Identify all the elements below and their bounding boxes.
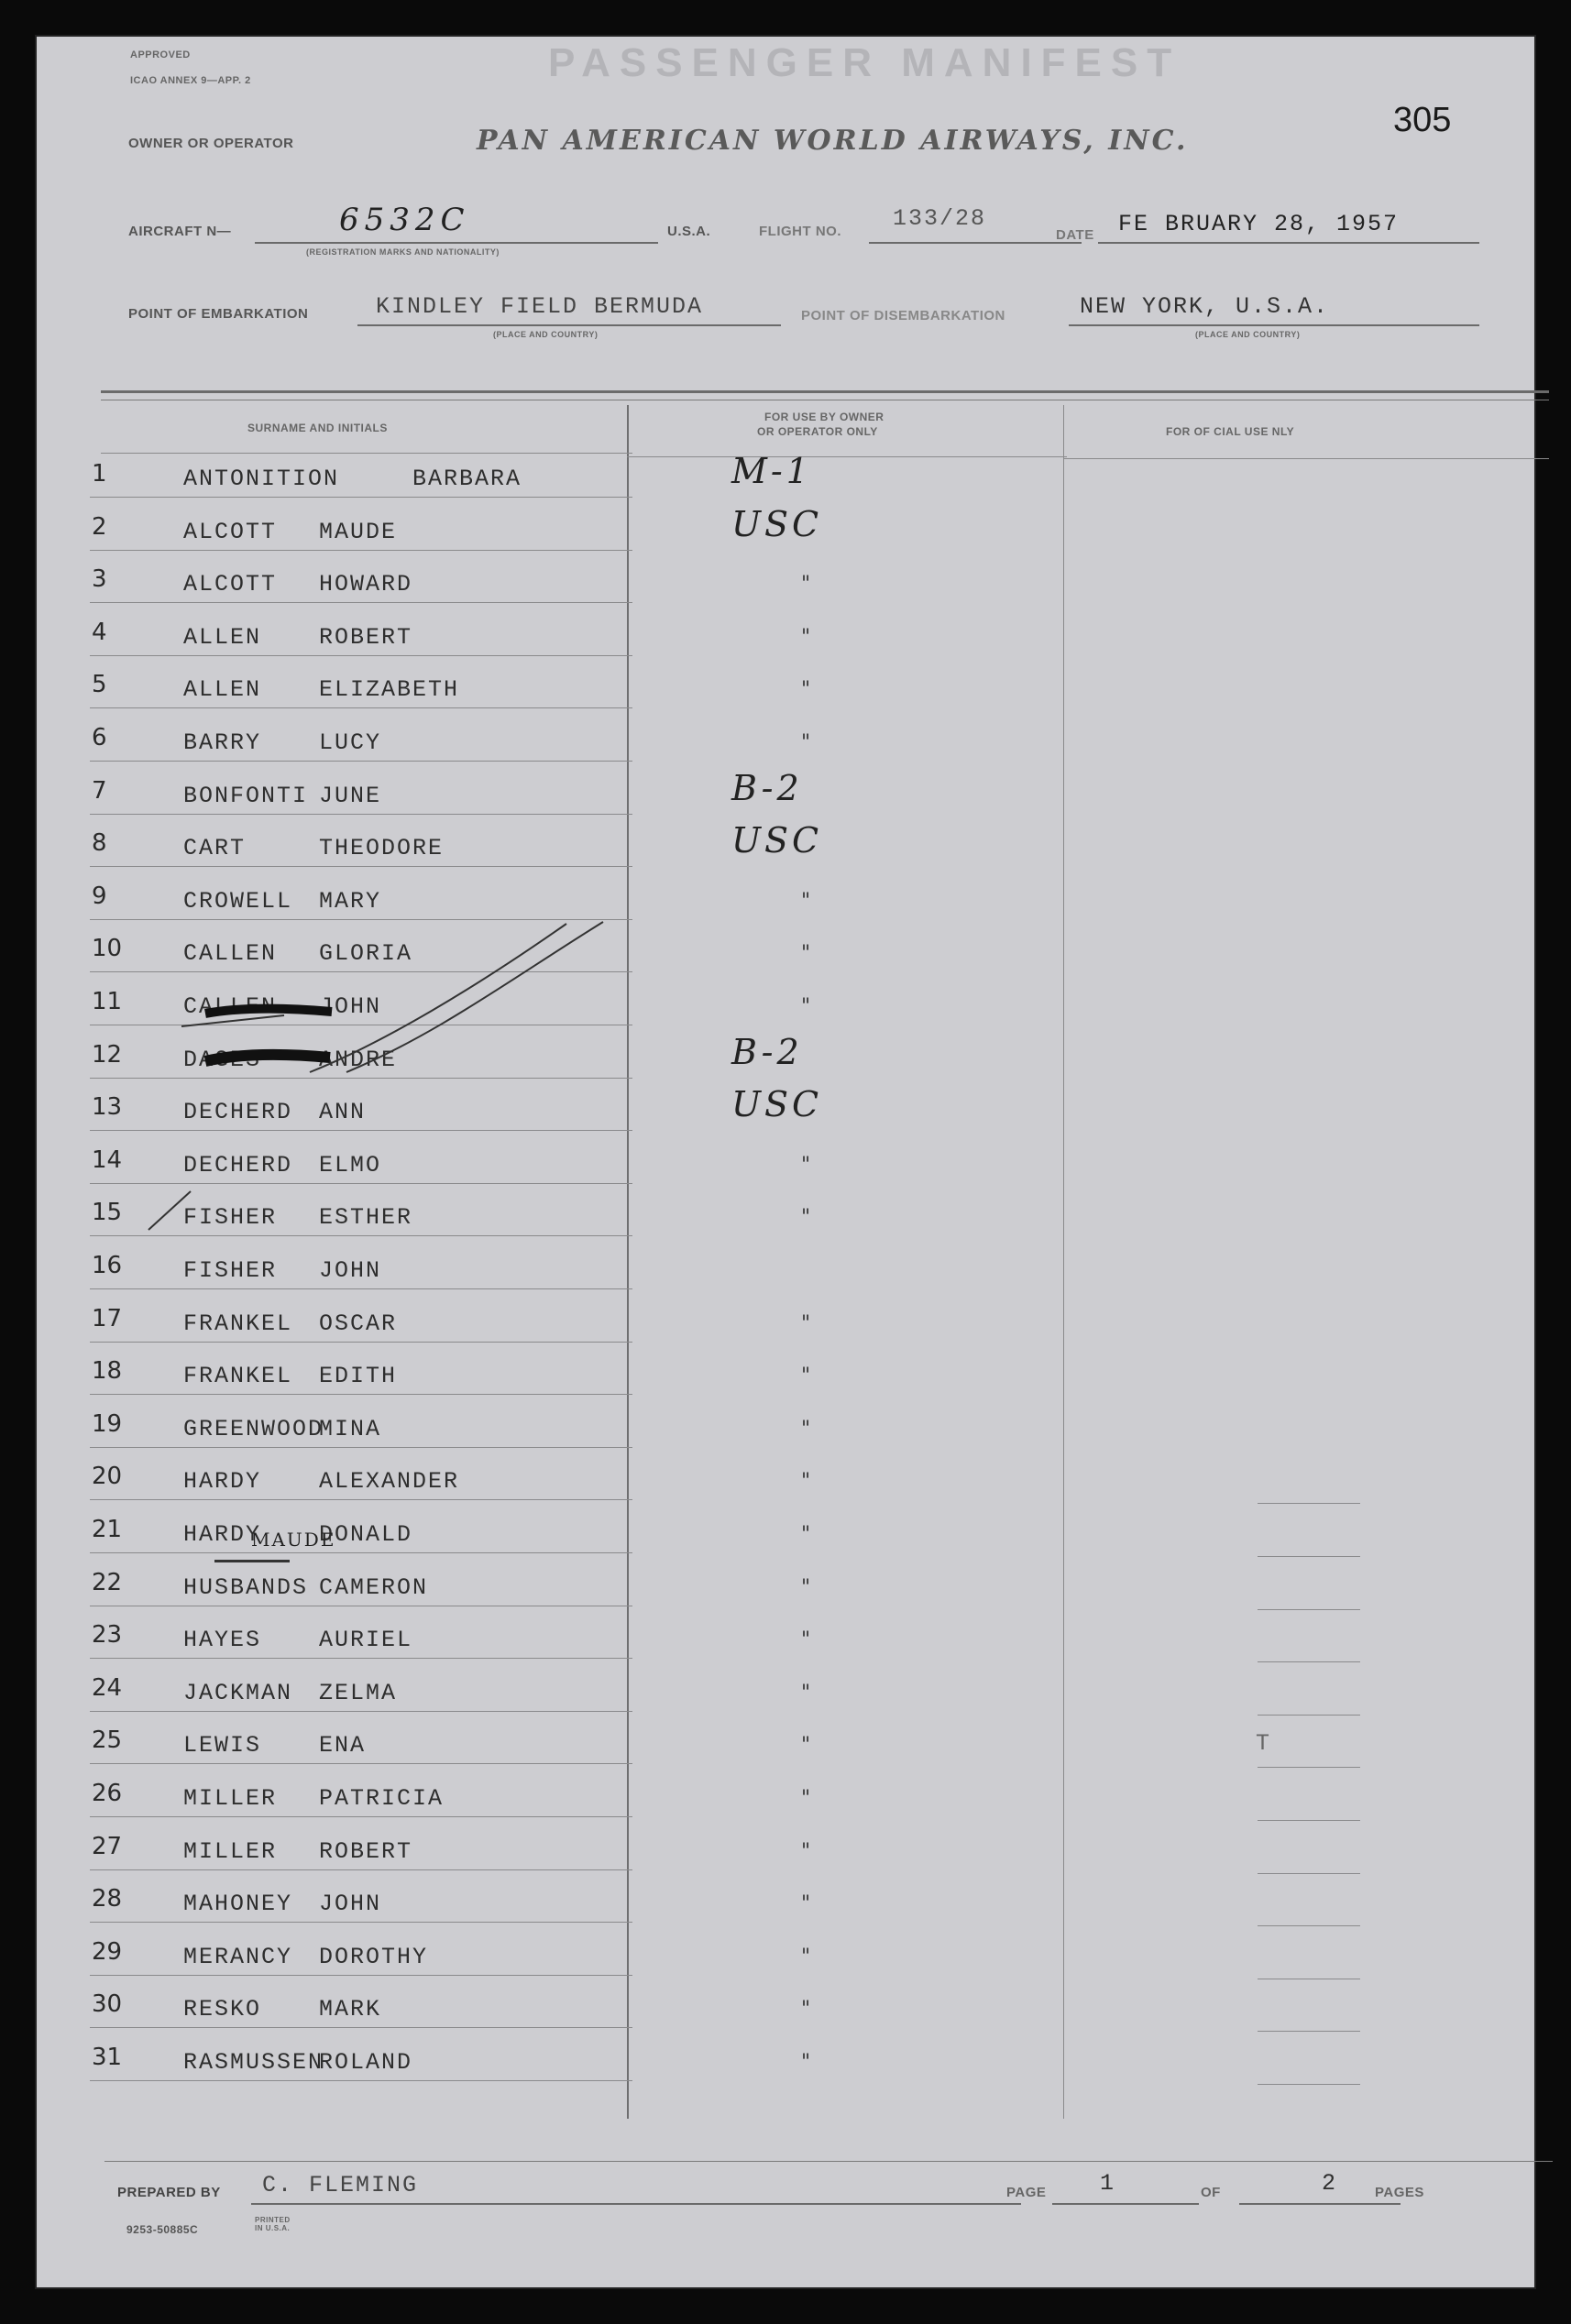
usa-label: U.S.A. bbox=[667, 224, 711, 239]
disembark-label: POINT OF DISEMBARKATION bbox=[801, 308, 1005, 323]
row-rule bbox=[90, 550, 632, 551]
passenger-surname: CALLEN bbox=[183, 993, 278, 1020]
official-dash bbox=[1258, 1767, 1360, 1768]
official-dash bbox=[1258, 2031, 1360, 2032]
form-title: PASSENGER MANIFEST bbox=[548, 40, 1181, 85]
ditto-mark: " bbox=[801, 1840, 811, 1863]
passenger-surname: ALLEN bbox=[183, 676, 262, 703]
row-number: 16 bbox=[92, 1252, 123, 1279]
status-mark: USC bbox=[731, 1084, 823, 1124]
row-rule bbox=[90, 1922, 632, 1923]
passenger-given-name: ELIZABETH bbox=[319, 676, 460, 703]
row-number: 12 bbox=[92, 1041, 123, 1069]
row-rule bbox=[90, 1869, 632, 1870]
passenger-given-name: ROLAND bbox=[319, 2049, 413, 2076]
printed-in: PRINTED IN U.S.A. bbox=[255, 2216, 291, 2232]
ditto-mark: " bbox=[801, 942, 811, 965]
row-number: 31 bbox=[92, 2044, 123, 2071]
passenger-surname: RASMUSSEN bbox=[183, 2049, 324, 2076]
row-rule bbox=[90, 655, 632, 656]
ditto-mark: " bbox=[801, 2051, 811, 2074]
row-rule bbox=[90, 1130, 632, 1131]
passenger-given-name: ANN bbox=[319, 1099, 367, 1125]
prepared-underline bbox=[251, 2203, 1021, 2205]
row-number: 15 bbox=[92, 1199, 123, 1226]
row-number: 2 bbox=[92, 513, 107, 541]
passenger-given-name: ROBERT bbox=[319, 1838, 413, 1865]
row-rule bbox=[90, 1499, 632, 1500]
column-divider-2 bbox=[1063, 405, 1064, 2119]
passenger-given-name: ESTHER bbox=[319, 1204, 413, 1231]
ditto-mark: " bbox=[801, 1998, 811, 2021]
passenger-surname: CROWELL bbox=[183, 888, 293, 915]
ditto-mark: " bbox=[801, 1628, 811, 1651]
row-number: 28 bbox=[92, 1885, 123, 1913]
row-rule bbox=[90, 1975, 632, 1976]
passenger-given-name: ENA bbox=[319, 1732, 367, 1759]
passenger-surname: GREENWOOD bbox=[183, 1416, 324, 1442]
row-number: 17 bbox=[92, 1305, 123, 1332]
row-rule bbox=[90, 866, 632, 867]
row21-handwritten-correction: MAUDE bbox=[251, 1529, 336, 1551]
row-number: 4 bbox=[92, 619, 107, 646]
official-dash bbox=[1258, 1556, 1360, 1557]
ditto-mark: " bbox=[801, 1470, 811, 1493]
passenger-given-name: THEODORE bbox=[319, 835, 445, 861]
official-dash bbox=[1258, 1609, 1360, 1610]
passenger-given-name: MINA bbox=[319, 1416, 382, 1442]
official-dash bbox=[1258, 1503, 1360, 1504]
passenger-surname: ALCOTT bbox=[183, 519, 278, 545]
ditto-mark: " bbox=[801, 1418, 811, 1441]
ditto-mark: " bbox=[801, 890, 811, 913]
disembark-sub: (PLACE AND COUNTRY) bbox=[1195, 330, 1301, 339]
passenger-given-name: JOHN bbox=[319, 993, 382, 1020]
official-dash bbox=[1258, 1661, 1360, 1662]
ditto-mark: " bbox=[801, 573, 811, 596]
row-rule bbox=[90, 1342, 632, 1343]
ditto-mark: " bbox=[801, 1312, 811, 1335]
row-number: 21 bbox=[92, 1516, 123, 1543]
passenger-surname: RESKO bbox=[183, 1996, 262, 2023]
row-rule bbox=[90, 1447, 632, 1448]
ditto-mark: " bbox=[801, 1206, 811, 1229]
row-rule bbox=[90, 602, 632, 603]
row-number: 7 bbox=[92, 777, 107, 805]
row-rule bbox=[90, 761, 632, 762]
ditto-mark: " bbox=[801, 995, 811, 1018]
passenger-surname: MERANCY bbox=[183, 1944, 293, 1970]
row-number: 11 bbox=[92, 988, 123, 1015]
row-number: 13 bbox=[92, 1093, 123, 1121]
passenger-surname: DECHERD bbox=[183, 1152, 293, 1178]
page-label: PAGE bbox=[1006, 2185, 1047, 2200]
owner-label: OWNER OR OPERATOR bbox=[128, 136, 294, 151]
row-number: 23 bbox=[92, 1621, 123, 1649]
flight-label: FLIGHT NO. bbox=[759, 224, 841, 239]
passenger-surname: ALLEN bbox=[183, 624, 262, 651]
row-rule bbox=[90, 1763, 632, 1764]
of-underline bbox=[1239, 2203, 1401, 2205]
row-number: 14 bbox=[92, 1146, 123, 1174]
row-number: 27 bbox=[92, 1833, 123, 1860]
passenger-given-name: JOHN bbox=[319, 1257, 382, 1284]
page-number: 305 bbox=[1393, 101, 1452, 139]
passenger-surname: CART bbox=[183, 835, 247, 861]
row-number: 3 bbox=[92, 565, 107, 593]
passenger-given-name: PATRICIA bbox=[319, 1785, 445, 1812]
col-header-owner-2: OR OPERATOR ONLY bbox=[757, 425, 878, 438]
strike-through-scribble bbox=[90, 905, 658, 1080]
ditto-mark: " bbox=[801, 678, 811, 701]
passenger-given-name: CAMERON bbox=[319, 1574, 429, 1601]
row-rule bbox=[90, 2027, 632, 2028]
passenger-given-name: DONALD bbox=[319, 1521, 413, 1548]
ditto-mark: " bbox=[801, 1892, 811, 1915]
approval-line-1: APPROVED bbox=[130, 49, 191, 60]
passenger-given-name: GLORIA bbox=[319, 940, 413, 967]
embark-sub: (PLACE AND COUNTRY) bbox=[493, 330, 599, 339]
passenger-surname: MILLER bbox=[183, 1785, 278, 1812]
col-header-owner-1: FOR USE BY OWNER bbox=[764, 411, 884, 423]
aircraft-sub: (REGISTRATION MARKS AND NATIONALITY) bbox=[306, 247, 500, 257]
row-number: 26 bbox=[92, 1780, 123, 1807]
row-number: 5 bbox=[92, 671, 107, 698]
embark-underline bbox=[357, 324, 781, 326]
status-mark: USC bbox=[731, 504, 823, 544]
row-number: 30 bbox=[92, 1990, 123, 2018]
approval-line-3: ICAO ANNEX 9—APP. 2 bbox=[130, 75, 251, 86]
row-number: 10 bbox=[92, 935, 123, 962]
passenger-surname: CALLEN bbox=[183, 940, 278, 967]
owner-value: PAN AMERICAN WORLD AIRWAYS, INC. bbox=[477, 125, 1189, 157]
passenger-given-name: ANDRE bbox=[319, 1047, 398, 1073]
row-rule bbox=[90, 707, 632, 708]
passenger-given-name: ALEXANDER bbox=[319, 1468, 460, 1495]
ditto-mark: " bbox=[801, 1787, 811, 1810]
passenger-surname: FISHER bbox=[183, 1257, 278, 1284]
page-underline bbox=[1052, 2203, 1199, 2205]
disembark-underline bbox=[1069, 324, 1479, 326]
flight-underline bbox=[869, 242, 1082, 244]
page-value: 1 bbox=[1100, 2170, 1116, 2197]
passenger-given-name: DOROTHY bbox=[319, 1944, 429, 1970]
prepared-value: C. FLEMING bbox=[262, 2172, 419, 2198]
passenger-surname: JACKMAN bbox=[183, 1680, 293, 1706]
passenger-given-name: MARY bbox=[319, 888, 382, 915]
ditto-mark: " bbox=[801, 1946, 811, 1968]
passenger-given-name: AURIEL bbox=[319, 1627, 413, 1653]
passenger-surname: MAHONEY bbox=[183, 1891, 293, 1917]
passenger-surname: FRANKEL bbox=[183, 1363, 293, 1389]
row-number: 8 bbox=[92, 829, 107, 857]
footer-rule bbox=[104, 2161, 1553, 2162]
passenger-given-name: MAUDE bbox=[319, 519, 398, 545]
passenger-given-name: JUNE bbox=[319, 783, 382, 809]
passenger-given-name: LUCY bbox=[319, 729, 382, 756]
passenger-given-name: MARK bbox=[319, 1996, 382, 2023]
row-rule bbox=[90, 497, 632, 498]
table-top-rule bbox=[101, 390, 1549, 393]
passenger-given-name: ZELMA bbox=[319, 1680, 398, 1706]
prepared-label: PREPARED BY bbox=[117, 2185, 221, 2200]
row-rule bbox=[90, 1711, 632, 1712]
passenger-surname: HUSBANDS bbox=[183, 1574, 309, 1601]
passenger-surname: LEWIS bbox=[183, 1732, 262, 1759]
date-underline bbox=[1098, 242, 1479, 244]
row-rule bbox=[90, 1816, 632, 1817]
row-rule bbox=[90, 1658, 632, 1659]
row-number: 20 bbox=[92, 1463, 123, 1490]
row-rule bbox=[90, 1552, 632, 1553]
passenger-given-name: ROBERT bbox=[319, 624, 413, 651]
passenger-given-name: BARBARA bbox=[412, 466, 522, 492]
passenger-surname: HAYES bbox=[183, 1627, 262, 1653]
row21-strike bbox=[214, 1560, 290, 1562]
ditto-mark: " bbox=[801, 1523, 811, 1546]
row-number: 22 bbox=[92, 1569, 123, 1596]
passenger-surname: BARRY bbox=[183, 729, 262, 756]
official-mark: T bbox=[1256, 1730, 1272, 1757]
column-divider-1 bbox=[627, 405, 629, 2119]
ditto-mark: " bbox=[801, 626, 811, 649]
ditto-mark: " bbox=[801, 1154, 811, 1177]
ditto-mark: " bbox=[801, 1576, 811, 1599]
passenger-surname: BONFONTI bbox=[183, 783, 309, 809]
aircraft-label: AIRCRAFT N— bbox=[128, 224, 232, 239]
flight-value: 133/28 bbox=[893, 205, 987, 232]
status-mark: B-2 bbox=[731, 1032, 803, 1072]
embark-label: POINT OF EMBARKATION bbox=[128, 306, 309, 322]
row-number: 19 bbox=[92, 1410, 123, 1438]
official-dash bbox=[1258, 1715, 1360, 1716]
passenger-surname: DAGES bbox=[183, 1047, 262, 1073]
status-mark: M-1 bbox=[731, 451, 812, 491]
row-number: 24 bbox=[92, 1674, 123, 1702]
passenger-surname: HARDY bbox=[183, 1468, 262, 1495]
passenger-surname: HARDY bbox=[183, 1521, 262, 1548]
row-rule bbox=[90, 1394, 632, 1395]
of-value: 2 bbox=[1322, 2170, 1338, 2197]
row-number: 29 bbox=[92, 1938, 123, 1966]
official-dash bbox=[1258, 1925, 1360, 1926]
official-header-rule bbox=[1063, 458, 1549, 459]
row14-check-mark bbox=[145, 1184, 200, 1239]
passenger-surname: ANTONITION bbox=[183, 466, 340, 492]
ditto-mark: " bbox=[801, 731, 811, 754]
passenger-surname: MILLER bbox=[183, 1838, 278, 1865]
official-dash bbox=[1258, 2084, 1360, 2085]
ditto-mark: " bbox=[801, 1682, 811, 1705]
col-header-surname: SURNAME AND INITIALS bbox=[247, 422, 388, 434]
pages-label: PAGES bbox=[1375, 2185, 1424, 2200]
row-rule bbox=[90, 814, 632, 815]
row-number: 25 bbox=[92, 1727, 123, 1754]
passenger-given-name: JOHN bbox=[319, 1891, 382, 1917]
date-value: FE BRUARY 28, 1957 bbox=[1118, 211, 1400, 237]
passenger-given-name: ELMO bbox=[319, 1152, 382, 1178]
row-number: 9 bbox=[92, 882, 107, 910]
col-header-official: FOR OF CIAL USE NLY bbox=[1166, 425, 1295, 438]
passenger-surname: DECHERD bbox=[183, 1099, 293, 1125]
owner-header-rule bbox=[627, 456, 1067, 457]
passenger-surname: FISHER bbox=[183, 1204, 278, 1231]
status-mark: B-2 bbox=[731, 768, 803, 808]
date-label: DATE bbox=[1056, 227, 1094, 243]
form-code: 9253-50885C bbox=[126, 2223, 199, 2236]
row-rule bbox=[90, 2080, 632, 2081]
passenger-given-name: EDITH bbox=[319, 1363, 398, 1389]
manifest-sheet bbox=[35, 35, 1536, 2289]
row-rule bbox=[90, 1288, 632, 1289]
of-label: OF bbox=[1201, 2185, 1221, 2200]
passenger-given-name: HOWARD bbox=[319, 571, 413, 597]
passenger-surname: ALCOTT bbox=[183, 571, 278, 597]
official-dash bbox=[1258, 1820, 1360, 1821]
row-number: 6 bbox=[92, 724, 107, 751]
ditto-mark: " bbox=[801, 1734, 811, 1757]
embark-value: KINDLEY FIELD BERMUDA bbox=[376, 293, 704, 320]
surname-header-rule bbox=[101, 453, 632, 454]
row-number: 1 bbox=[92, 460, 107, 488]
disembark-value: NEW YORK, U.S.A. bbox=[1080, 293, 1330, 320]
official-dash bbox=[1258, 1873, 1360, 1874]
ditto-mark: " bbox=[801, 1365, 811, 1387]
row-number: 18 bbox=[92, 1357, 123, 1385]
aircraft-value: 6532C bbox=[339, 202, 470, 238]
passenger-given-name: OSCAR bbox=[319, 1310, 398, 1337]
aircraft-underline bbox=[255, 242, 658, 244]
status-mark: USC bbox=[731, 820, 823, 861]
passenger-surname: FRANKEL bbox=[183, 1310, 293, 1337]
